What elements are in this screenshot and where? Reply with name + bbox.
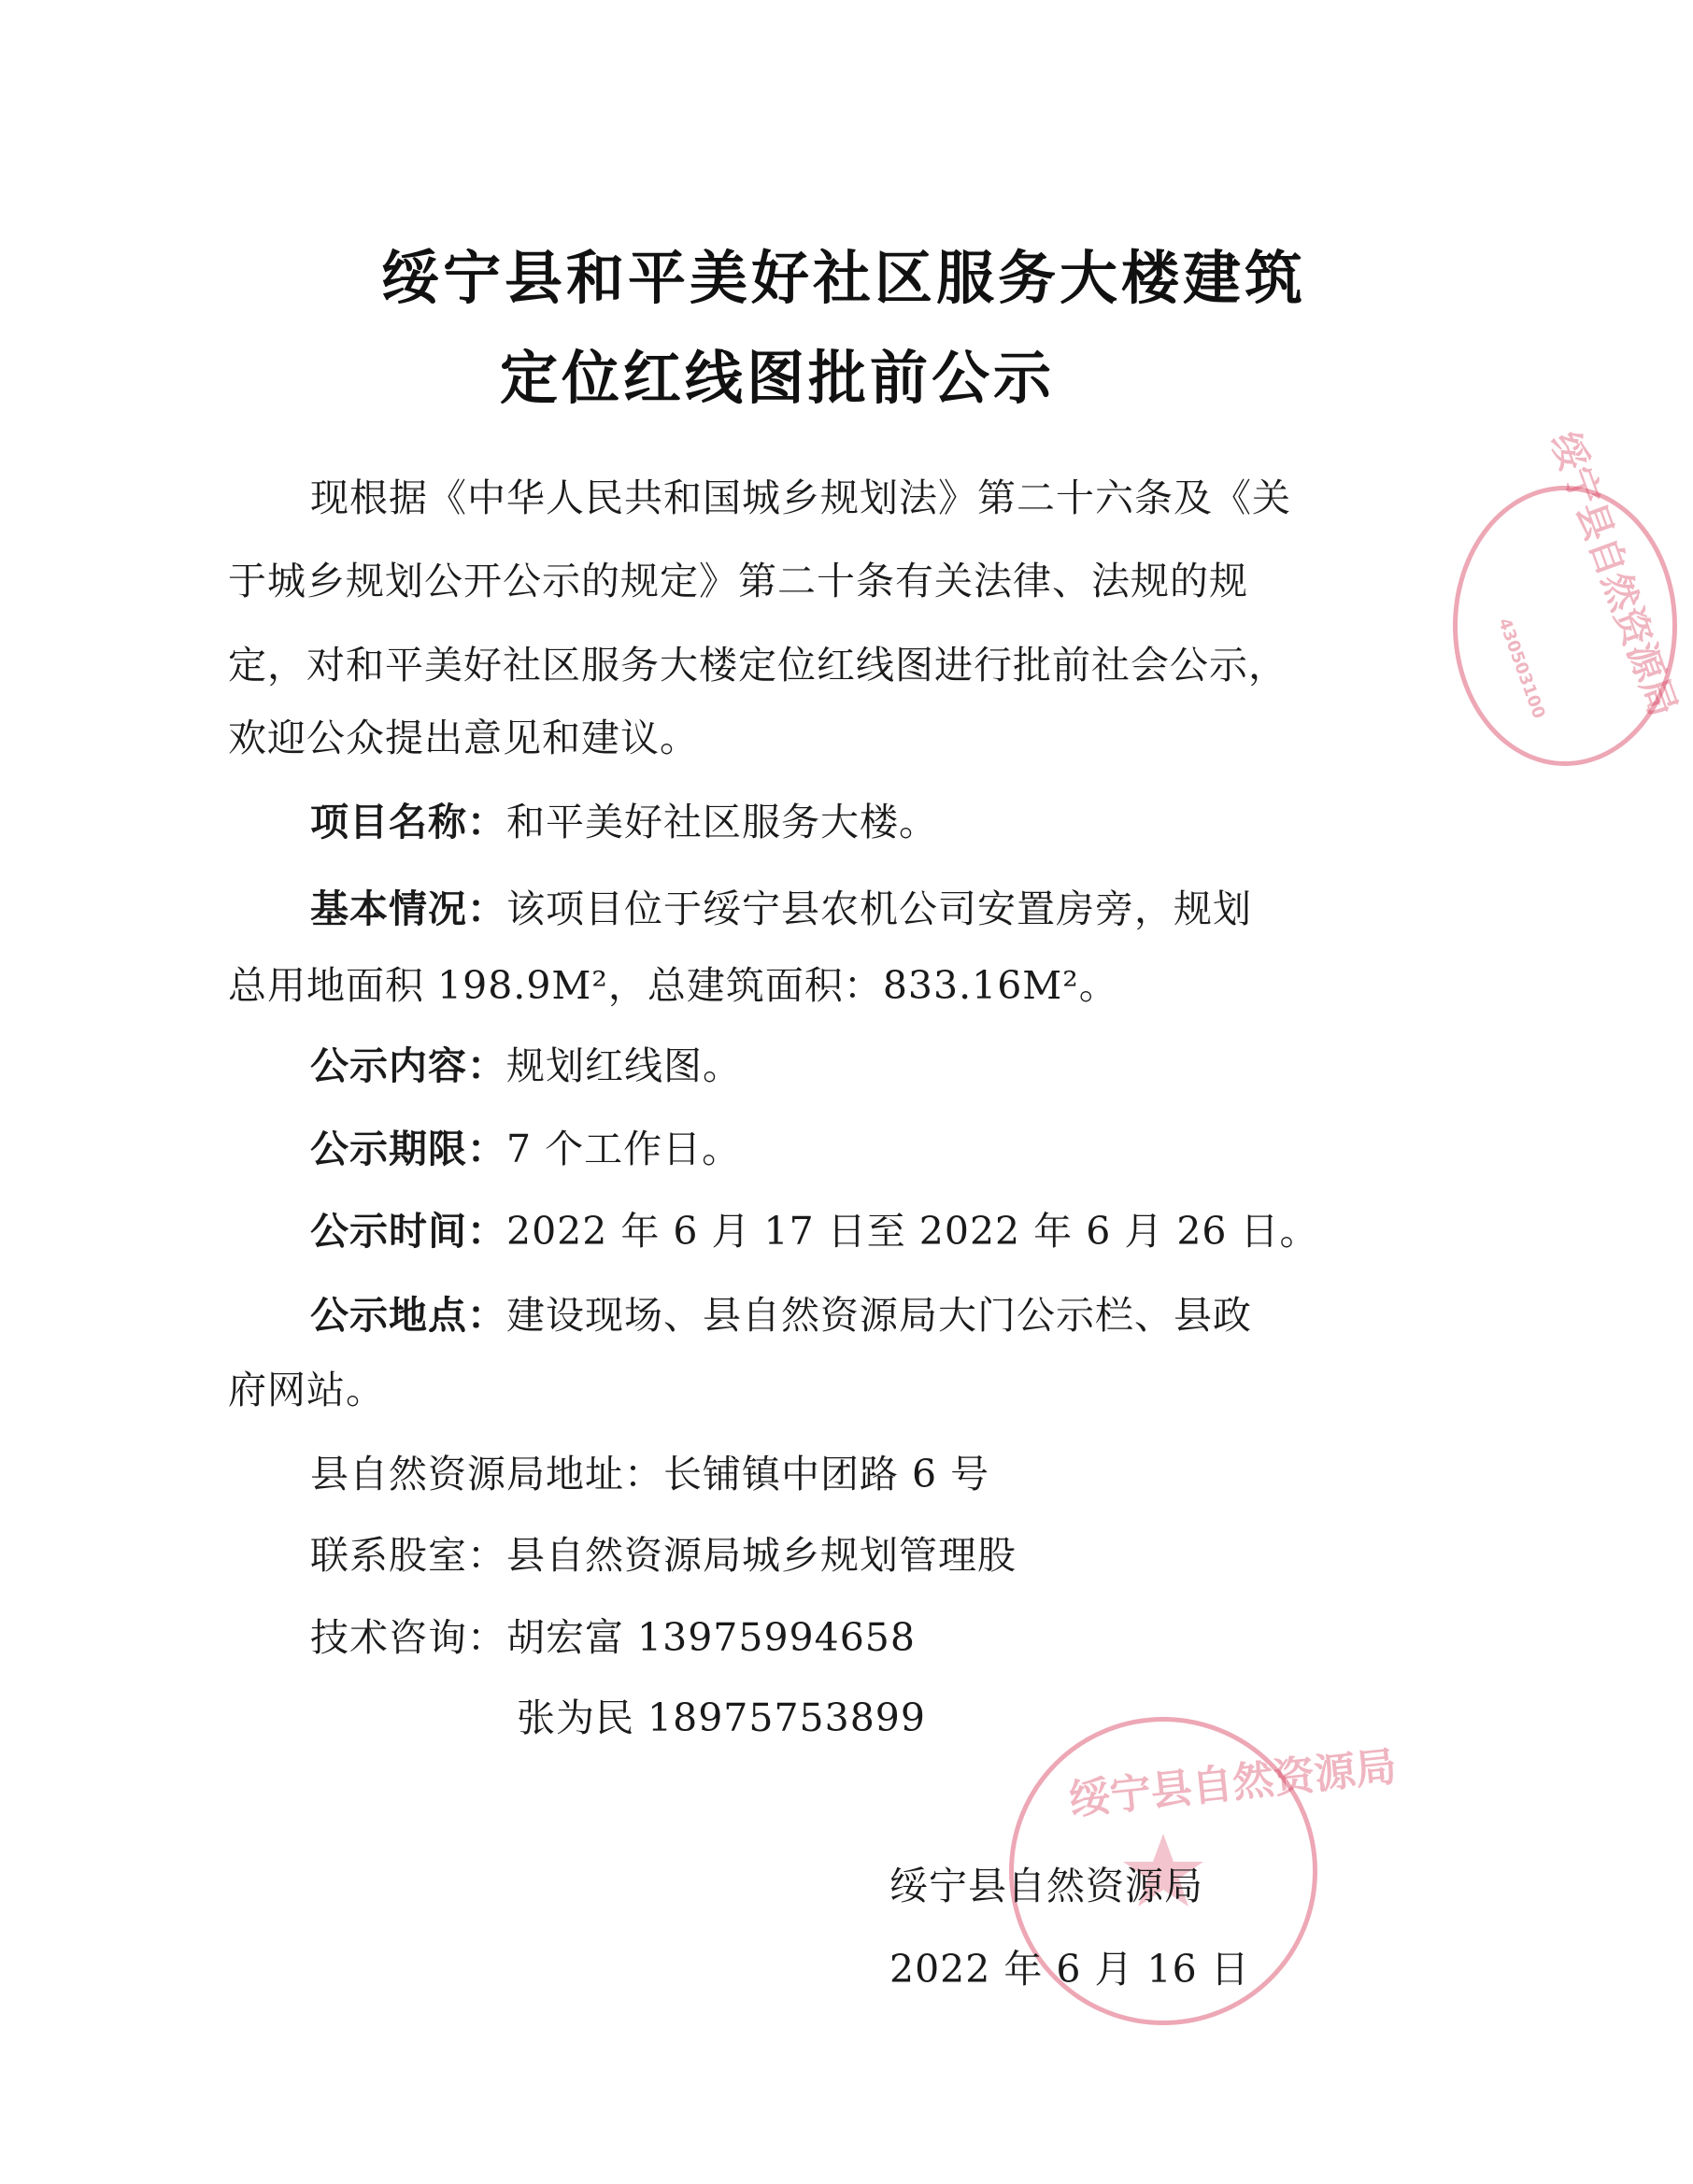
intro-line-2: 于城乡规划公开公示的规定》第二十条有关法律、法规的规 xyxy=(228,559,1248,603)
project-name-value: 和平美好社区服务大楼。 xyxy=(506,800,938,844)
consult-contact-1: 胡宏富 13975994658 xyxy=(506,1615,916,1660)
department-line: 联系股室：县自然资源局城乡规划管理股 xyxy=(310,1533,1017,1578)
basic-info-value-1: 该项目位于绥宁县农机公司安置房旁，规划 xyxy=(506,886,1252,931)
partial-seal-text: 绥宁县自然资源局 xyxy=(1542,426,1686,722)
location-value-1: 建设现场、县自然资源局大门公示栏、县政 xyxy=(506,1293,1252,1338)
partial-seal-code: 430503100 xyxy=(1494,615,1549,722)
basic-info-value-2: 总用地面积 198.9M²，总建筑面积：833.16M²。 xyxy=(228,963,1118,1008)
time-label: 公示时间： xyxy=(310,1209,506,1254)
consult-row xyxy=(310,1614,916,1661)
intro-line-1: 现根据《中华人民共和国城乡规划法》第二十六条及《关 xyxy=(310,475,1291,520)
title-line-1: 绥宁县和平美好社区服务大楼建筑 xyxy=(381,244,1307,312)
location-value-2: 府网站。 xyxy=(228,1368,385,1412)
address-line: 县自然资源局地址：长铺镇中团路 6 号 xyxy=(310,1452,990,1496)
consult-contact-2: 张为民 18975753899 xyxy=(517,1695,926,1740)
basic-info-row xyxy=(310,886,1252,932)
location-row xyxy=(310,1292,1252,1339)
intro-line-4: 欢迎公众提出意见和建议。 xyxy=(228,716,699,760)
signature-org: 绥宁县自然资源局 xyxy=(889,1864,1203,1908)
time-row xyxy=(310,1208,1319,1255)
location-label: 公示地点： xyxy=(310,1293,506,1338)
seal-text: 绥宁县自然资源局 xyxy=(1066,1742,1400,1825)
content-value: 规划红线图。 xyxy=(506,1043,742,1088)
period-label: 公示期限： xyxy=(310,1127,506,1171)
basic-info-label: 基本情况： xyxy=(310,886,506,931)
signature-date: 2022 年 6 月 16 日 xyxy=(889,1947,1250,1992)
partial-seal-right xyxy=(1453,426,1686,766)
content-label: 公示内容： xyxy=(310,1043,506,1088)
period-value: 7 个工作日。 xyxy=(506,1127,742,1171)
period-row xyxy=(310,1126,741,1172)
intro-line-3: 定，对和平美好社区服务大楼定位红线图进行批前社会公示， xyxy=(228,643,1288,688)
content-row xyxy=(310,1042,742,1089)
time-value: 2022 年 6 月 17 日至 2022 年 6 月 26 日。 xyxy=(506,1209,1319,1254)
consult-label: 技术咨询： xyxy=(310,1615,506,1660)
project-name-label: 项目名称： xyxy=(310,800,506,844)
title-line-2: 定位红线图批前公示 xyxy=(500,344,1056,412)
project-name-row xyxy=(310,799,938,845)
